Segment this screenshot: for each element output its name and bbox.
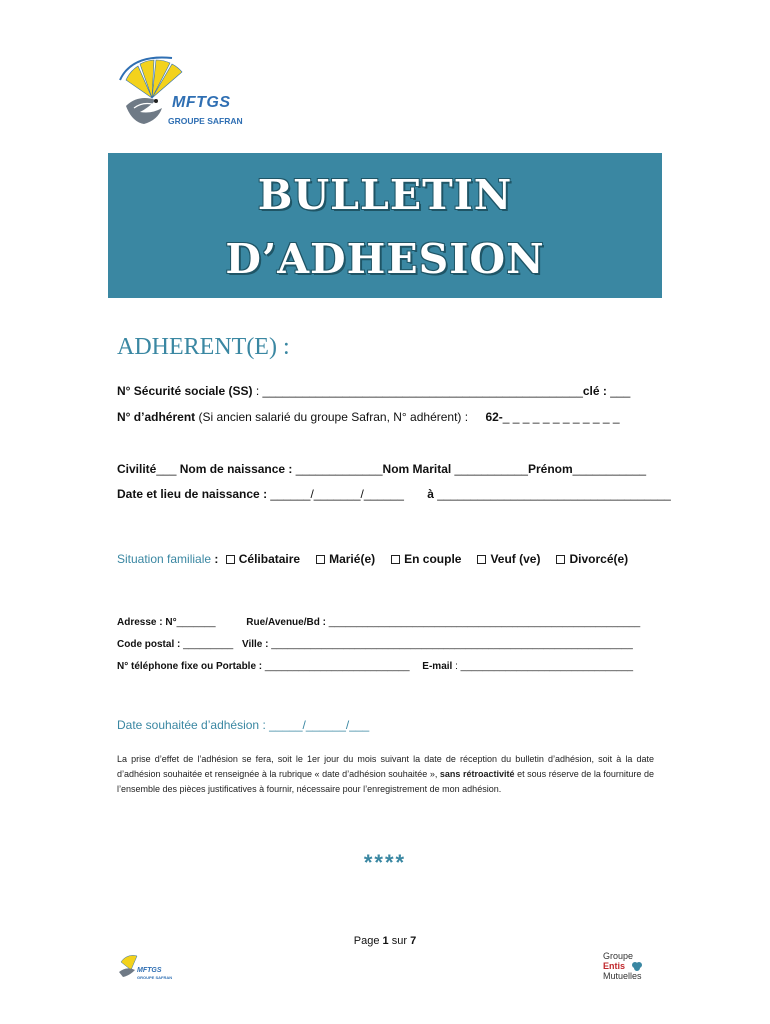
checkbox-icon[interactable] [477, 555, 486, 564]
situation-option-label: En couple [404, 552, 462, 566]
page-prefix: Page [353, 935, 383, 947]
checkbox-icon[interactable] [226, 555, 235, 564]
prenom-label: Prénom [527, 462, 573, 476]
date-souhaitee-sep: : [259, 718, 270, 732]
rue-input[interactable]: ________________________________________________________ [328, 617, 641, 628]
page-total: 7 [410, 935, 417, 947]
entis-line3: Mutuelles [603, 971, 642, 981]
nom-naissance-label: Nom de naissance : [176, 462, 296, 476]
ss-sep: : [252, 384, 263, 398]
cle-input[interactable]: ___ [610, 384, 631, 398]
situation-sep: : [211, 552, 222, 566]
adresse-row [117, 617, 640, 628]
situation-option[interactable] [391, 552, 461, 566]
situation-option-label: Veuf (ve) [490, 552, 541, 566]
birth-row [117, 487, 671, 501]
situation-option-label: Marié(e) [329, 552, 376, 566]
footer-logo-name: MFTGS [137, 967, 162, 974]
adherent-note: (Si ancien salarié du groupe Safran, N° adhérent) : [195, 410, 469, 424]
civilite-input[interactable]: ___ [156, 462, 177, 476]
section-title: ADHERENT(E) : [117, 334, 290, 360]
ville-input[interactable]: _________________________________________________________________ [271, 639, 633, 650]
entis-name [603, 961, 663, 971]
email-input[interactable]: _______________________________ [460, 661, 634, 672]
title-banner [108, 153, 662, 298]
mftgs-logo [112, 50, 243, 134]
footer-logo-group: GROUPE SAFRAN [137, 975, 173, 980]
clover-icon [631, 961, 643, 971]
ss-row [117, 384, 630, 398]
footer-logo-icon [115, 950, 173, 982]
adherent-row [117, 410, 620, 424]
entis-line1: Groupe [603, 951, 634, 961]
paragraph-part1: La prise d’effet de l’adhésion se fera, soit le 1er jour du mois suivant la date de réception du bulletin d’adhésion, soit à la date d’adhésion souhaitée et renseignée à la rubrique « date d’adhésion souhaitée », [117, 754, 654, 779]
email-label: E-mail [422, 661, 453, 672]
tel-input[interactable]: __________________________ [264, 661, 410, 672]
logo-group: GROUPE SAFRAN [168, 116, 243, 126]
footer-logo [115, 950, 173, 982]
a-label: à [427, 487, 438, 501]
legal-paragraph [117, 752, 654, 797]
adresse-num-input[interactable]: _______ [176, 617, 216, 628]
nom-marital-label: Nom Marital [382, 462, 455, 476]
adherent-label: N° d’adhérent [117, 410, 196, 424]
adherent-input[interactable]: _ _ _ _ _ _ _ _ _ _ _ _ [502, 410, 620, 424]
date-souhaitee-label: Date souhaitée d’adhésion [117, 718, 260, 732]
logo-name: MFTGS [172, 94, 231, 111]
situation-option[interactable] [477, 552, 540, 566]
banner-title-line2: D’ADHESION [225, 235, 545, 283]
situation-label: Situation familiale [117, 552, 212, 566]
email-sep: : [452, 661, 461, 672]
nom-naissance-input[interactable]: _____________ [295, 462, 383, 476]
cp-row [117, 639, 633, 650]
ville-label: Ville : [241, 639, 272, 650]
situation-option[interactable] [226, 552, 300, 566]
stars-separator: **** [363, 850, 407, 875]
tel-row [117, 661, 633, 672]
adresse-label: Adresse : N° [117, 617, 177, 628]
ss-input[interactable]: ________________________________________________ [262, 384, 583, 398]
identity-row [117, 462, 646, 476]
adherent-prefix: 62- [485, 410, 503, 424]
entis-line2: Entis [603, 961, 626, 971]
date-souhaitee-row [117, 718, 369, 732]
prenom-input[interactable]: ___________ [572, 462, 647, 476]
page-current: 1 [382, 935, 389, 947]
civilite-label: Civilité [117, 462, 157, 476]
entis-logo [603, 951, 663, 981]
ss-label: N° Sécurité sociale (SS) [117, 384, 253, 398]
cp-input[interactable]: _________ [183, 639, 234, 650]
page-number [300, 935, 470, 947]
nom-marital-input[interactable]: ___________ [454, 462, 528, 476]
tel-label: N° téléphone fixe ou Portable : [117, 661, 265, 672]
lieu-naissance-input[interactable]: ___________________________________ [437, 487, 671, 501]
banner-title-line1: BULLETIN [257, 171, 513, 219]
paragraph-part2: et sous réserve de la fourniture de l’ensemble des pièces justificatives à fournir, nécessaire pour l’enregistrement de mon adhésion. [117, 769, 654, 794]
checkbox-icon[interactable] [391, 555, 400, 564]
cp-label: Code postal : [117, 639, 184, 650]
situation-option-label: Divorcé(e) [569, 552, 629, 566]
checkbox-icon[interactable] [556, 555, 565, 564]
date-naissance-input[interactable]: ______/_______/______ [270, 487, 404, 501]
situation-option[interactable] [316, 552, 375, 566]
rue-label: Rue/Avenue/Bd : [246, 617, 329, 628]
page-middle: sur [388, 935, 411, 947]
date-lieu-label: Date et lieu de naissance : [117, 487, 271, 501]
checkbox-icon[interactable] [316, 555, 325, 564]
situation-row [117, 552, 628, 566]
paragraph-bold: sans rétroactivité [439, 769, 515, 779]
situation-option-label: Célibataire [238, 552, 301, 566]
situation-option[interactable] [556, 552, 628, 566]
date-souhaitee-input[interactable]: _____/______/___ [269, 718, 370, 732]
cle-label: clé : [582, 384, 611, 398]
